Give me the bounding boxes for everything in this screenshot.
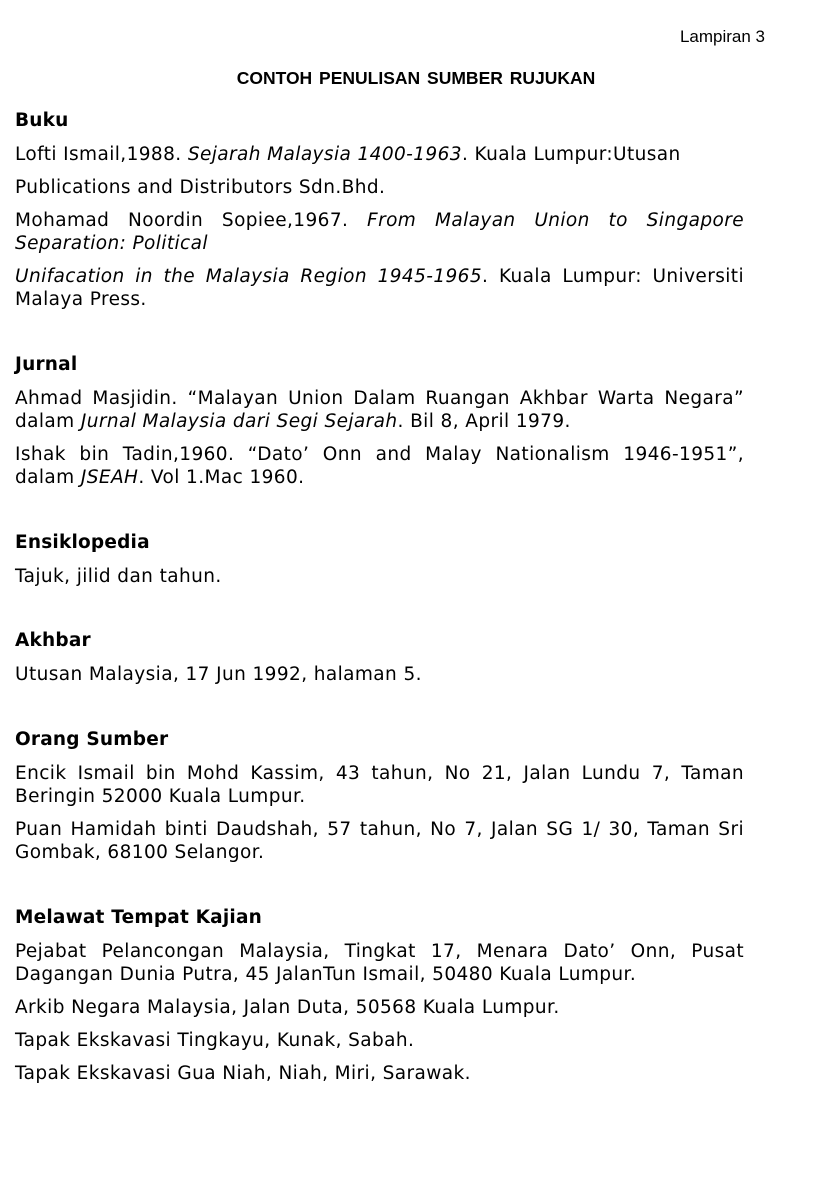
section-heading: Melawat Tempat Kajian <box>15 907 262 928</box>
reference-entry: Ahmad Masjidin. “Malayan Union Dalam Ruangan Akhbar Warta Negara” dalam Jurnal Malaysia dari Segi Sejarah. Bil 8, April 1979. <box>15 388 744 432</box>
section-heading: Orang Sumber <box>15 729 169 750</box>
section-jurnal <box>15 354 744 499</box>
reference-entry: Unifacation in the Malaysia Region 1945-1965. Kuala Lumpur: Universiti Malaya Press. <box>15 266 744 310</box>
reference-entry: Tapak Ekskavasi Gua Niah, Niah, Miri, Sarawak. <box>15 1063 471 1084</box>
reference-entry: Utusan Malaysia, 17 Jun 1992, halaman 5. <box>15 664 422 685</box>
reference-entry: Tajuk, jilid dan tahun. <box>15 566 222 587</box>
section-melawat-tempat-kajian <box>15 907 744 1095</box>
document-title: CONTOH PENULISAN SUMBER RUJUKAN <box>236 68 596 88</box>
section-orang-sumber <box>15 729 744 874</box>
section-heading: Akhbar <box>15 630 91 651</box>
section-ensiklopedia <box>15 532 744 598</box>
section-akhbar <box>15 630 744 696</box>
section-heading: Ensiklopedia <box>15 532 150 553</box>
reference-entry: Tapak Ekskavasi Tingkayu, Kunak, Sabah. <box>15 1030 415 1051</box>
reference-entry: Lofti Ismail,1988. Sejarah Malaysia 1400-1963. Kuala Lumpur:Utusan <box>15 144 681 165</box>
reference-entry: Arkib Negara Malaysia, Jalan Duta, 50568 Kuala Lumpur. <box>15 997 560 1018</box>
reference-entry: Pejabat Pelancongan Malaysia, Tingkat 17, Menara Dato’ Onn, Pusat Dagangan Dunia Putra, 45 JalanTun Ismail, 50480 Kuala Lumpur. <box>15 941 744 985</box>
reference-entry: Encik Ismail bin Mohd Kassim, 43 tahun, No 21, Jalan Lundu 7, Taman Beringin 52000 Kuala Lumpur. <box>15 763 744 807</box>
section-buku <box>15 110 744 321</box>
section-heading: Buku <box>15 110 69 131</box>
reference-entry: Puan Hamidah binti Daudshah, 57 tahun, No 7, Jalan SG 1/ 30, Taman Sri Gombak, 68100 Selangor. <box>15 819 744 863</box>
appendix-label: Lampiran 3 <box>679 27 765 46</box>
reference-entry: Mohamad Noordin Sopiee,1967. From Malayan Union to Singapore Separation: Political <box>15 210 744 254</box>
section-heading: Jurnal <box>15 354 78 375</box>
reference-entry: Publications and Distributors Sdn.Bhd. <box>15 177 386 198</box>
reference-entry: Ishak bin Tadin,1960. “Dato’ Onn and Malay Nationalism 1946-1951”, dalam JSEAH. Vol 1.Mac 1960. <box>15 444 744 488</box>
